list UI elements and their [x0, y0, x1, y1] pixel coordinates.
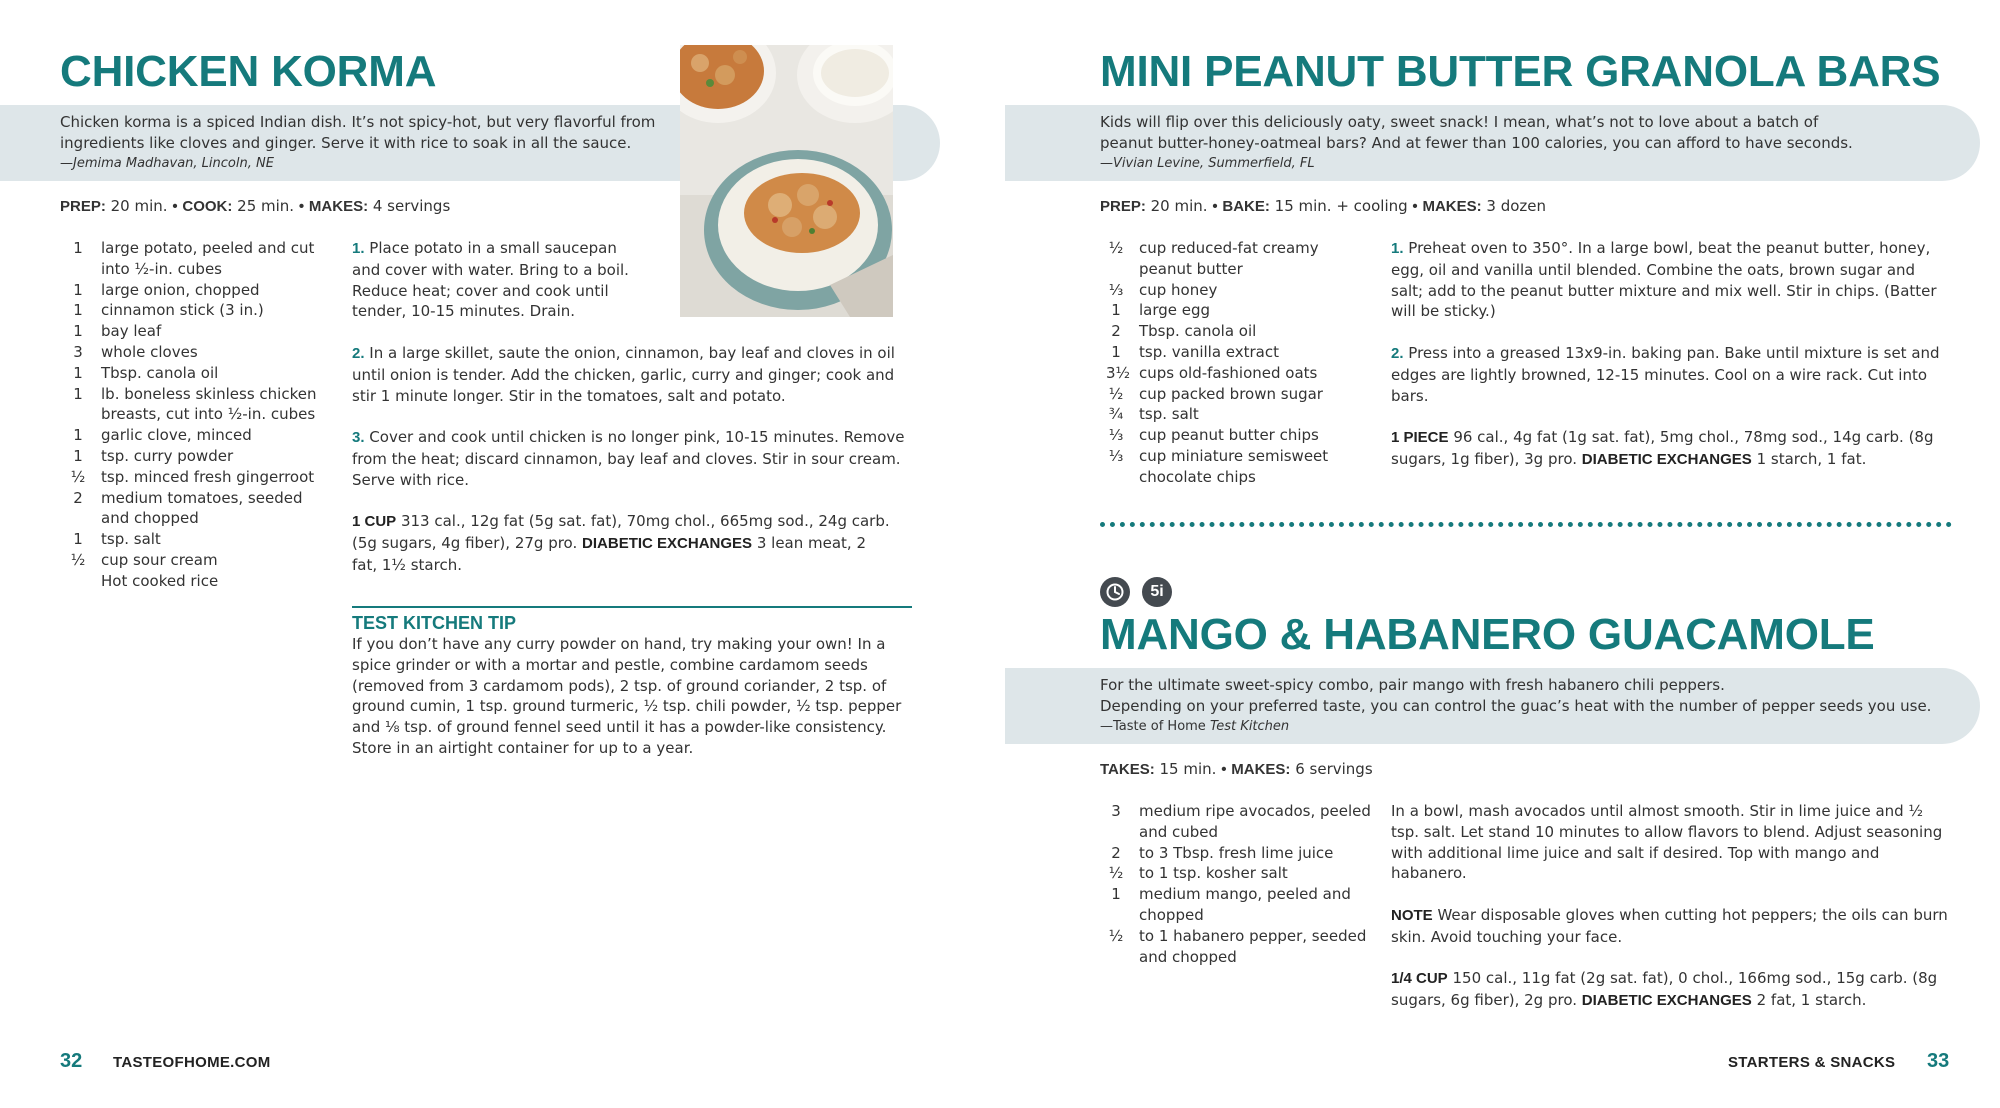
ingredient-text: Tbsp. canola oil — [1139, 322, 1257, 341]
ingredient-item — [68, 363, 330, 384]
ingredient-text: cinnamon stick (3 in.) — [101, 301, 264, 320]
ingredient-item — [68, 446, 330, 467]
ingredient-quantity: 3 — [73, 342, 83, 361]
step-text: Cover and cook until chicken is no longer pink, 10-15 minutes. Remove from the heat; discard cinnamon, bay leaf and cloves. Stir in sour cream. Serve with rice. — [352, 428, 905, 489]
ingredient-quantity: ⅓ — [1108, 426, 1124, 445]
ingredient-text: to 1 tsp. kosher salt — [1139, 864, 1288, 883]
directions — [352, 238, 912, 597]
ingredient-quantity: ½ — [1108, 926, 1124, 945]
ingredient-item — [1106, 238, 1366, 280]
ingredient-item — [1106, 926, 1376, 968]
ingredient-text: tsp. minced fresh gingerroot — [101, 467, 315, 486]
exchanges-label: DIABETIC EXCHANGES — [1581, 450, 1752, 468]
ingredient-quantity: 1 — [1111, 885, 1121, 904]
intro-line: Chicken korma is a spiced Indian dish. It’s not spicy-hot, but very flavorful from — [60, 113, 656, 131]
nutrition-text: 150 cal., 11g fat (2g sat. fat), 0 chol., 166mg sod., 15g carb. (8g sugars, 6g fiber), 2g pro. — [1391, 969, 1938, 1010]
recipe-meta — [60, 196, 450, 217]
step-number: 2. — [352, 344, 365, 362]
ingredient-text: Hot cooked rice — [101, 571, 219, 590]
ingredient-text: large onion, chopped — [101, 280, 260, 299]
note-text: Wear disposable gloves when cutting hot peppers; the oils can burn skin. Avoid touching your face. — [1391, 905, 1948, 946]
step-3 — [352, 427, 912, 490]
ingredient-quantity: 1 — [73, 239, 83, 257]
ingredient-text: Tbsp. canola oil — [101, 363, 219, 382]
ingredient-quantity: 1 — [1111, 342, 1121, 361]
byline-prefix: —Taste of Home — [1100, 719, 1210, 734]
ingredient-text: medium mango, peeled and chopped — [1139, 885, 1351, 924]
nutrition-label: 1 CUP — [352, 513, 397, 531]
ingredient-text: tsp. salt — [1139, 405, 1199, 424]
recipe-intro — [1100, 112, 1940, 174]
ingredient-item — [68, 467, 330, 488]
exchanges-text: 1 starch, 1 fat. — [1756, 449, 1867, 468]
ingredient-text: cups old-fashioned oats — [1139, 363, 1318, 382]
intro-line: For the ultimate sweet-spicy combo, pair mango with fresh habanero chili peppers. — [1100, 676, 1725, 694]
ingredient-text: cup honey — [1139, 280, 1218, 299]
recipe-intro — [60, 112, 710, 174]
ingredient-item — [68, 571, 330, 592]
ingredient-text: to 1 habanero pepper, seeded and chopped — [1139, 926, 1367, 966]
recipe-title: MINI PEANUT BUTTER GRANOLA BARS — [1100, 47, 1941, 96]
ingredient-quantity: 3½ — [1106, 363, 1131, 382]
dotted-divider — [1100, 522, 1952, 527]
separator: • — [172, 198, 178, 215]
ingredient-item — [1106, 863, 1376, 884]
ingredient-item — [1106, 843, 1376, 864]
ingredient-text: cup sour cream — [101, 550, 218, 569]
separator: • — [1221, 761, 1227, 778]
ingredient-text: medium ripe avocados, peeled and cubed — [1139, 802, 1371, 841]
step-number: 1. — [1391, 240, 1404, 257]
ingredient-quantity: ⅓ — [1108, 280, 1124, 299]
intro-line: ingredients like cloves and ginger. Serve it with rice to soak in all the sauce. — [60, 134, 632, 152]
prep-label: PREP: — [60, 198, 106, 215]
ingredient-item — [1106, 321, 1366, 342]
ingredient-quantity: ½ — [1108, 239, 1124, 257]
ingredient-text: tsp. vanilla extract — [1139, 342, 1280, 361]
ingredient-item — [68, 321, 330, 342]
ingredient-quantity: 1 — [73, 322, 83, 341]
step-text: In a bowl, mash avocados until almost smooth. Stir in lime juice and ½ tsp. salt. Let stand 10 minutes to allow flavors to blend. Adjust seasoning with additional lime juice and salt if desired. Top with mango and habanero. — [1391, 802, 1943, 883]
ingredient-quantity: 2 — [73, 488, 83, 507]
step-2 — [352, 343, 912, 406]
ingredient-list — [1106, 238, 1366, 488]
byline: —Vivian Levine, Summerfield, FL — [1100, 156, 1315, 171]
recipe-intro — [1100, 675, 1960, 737]
ingredient-text: cup reduced-fat creamy peanut butter — [1139, 239, 1319, 278]
ingredient-text: large potato, peeled and cut into ½-in. cubes — [101, 239, 315, 278]
ingredient-quantity: ½ — [70, 550, 86, 569]
ingredient-quantity: 1 — [1111, 301, 1121, 320]
step-1 — [1391, 238, 1951, 322]
ingredient-item — [1106, 801, 1376, 843]
tip-divider — [352, 606, 912, 608]
ingredient-item — [68, 425, 330, 446]
exchanges-label: DIABETIC EXCHANGES — [582, 535, 753, 553]
ingredient-quantity: ½ — [1108, 384, 1124, 403]
ingredient-quantity: ½ — [70, 467, 86, 486]
takes-time: 15 min. — [1159, 760, 1217, 778]
ingredient-item — [1106, 384, 1366, 405]
ingredient-item — [1106, 425, 1366, 446]
ingredient-list — [1106, 801, 1376, 967]
bake-time: 15 min. + cooling — [1274, 197, 1408, 215]
intro-line: Depending on your preferred taste, you can control the guac’s heat with the number of pepper seeds you use. — [1100, 697, 1932, 715]
ingredient-quantity: ½ — [1108, 864, 1124, 883]
cook-time: 25 min. — [237, 197, 295, 215]
prep-label: PREP: — [1100, 198, 1146, 215]
byline-source: Test Kitchen — [1209, 719, 1290, 734]
step-text: In a large skillet, saute the onion, cinnamon, bay leaf and cloves in oil until onion is tender. Add the chicken, garlic, curry and ginger; cook and stir 1 minute longer. Stir in the tomatoes, salt and potato. — [352, 343, 895, 405]
step-text: Place potato in a small saucepan and cover with water. Bring to a boil. Reduce heat; cover and cook until tender, 10-15 minutes. Drain. — [352, 239, 629, 321]
ingredient-list — [68, 238, 330, 592]
ingredient-text: lb. boneless skinless chicken breasts, cut into ½-in. cubes — [101, 384, 317, 424]
ingredient-item — [68, 238, 330, 280]
ingredient-text: cup miniature semisweet chocolate chips — [1139, 446, 1329, 486]
makes-value: 6 servings — [1295, 760, 1373, 778]
step-2 — [1391, 343, 1951, 406]
makes-value: 4 servings — [372, 197, 451, 215]
ingredient-text: large egg — [1139, 301, 1211, 320]
five-ingredient-badge-icon: 5i — [1142, 577, 1172, 607]
separator: • — [1412, 198, 1418, 215]
step-number: 3. — [352, 429, 365, 447]
ingredient-item — [68, 488, 330, 530]
note-label: NOTE — [1391, 906, 1433, 924]
step-1 — [352, 238, 642, 322]
directions — [1391, 801, 1951, 1033]
ingredient-text: to 3 Tbsp. fresh lime juice — [1139, 843, 1334, 862]
ingredient-text: bay leaf — [101, 322, 162, 341]
page-number: 32 — [60, 1050, 83, 1072]
makes-label: MAKES: — [1422, 198, 1482, 215]
makes-label: MAKES: — [1231, 761, 1291, 778]
exchanges-label: DIABETIC EXCHANGES — [1581, 992, 1752, 1010]
prep-time: 20 min. — [110, 197, 168, 215]
step-number: 2. — [1391, 344, 1404, 362]
intro-line: peanut butter-honey-oatmeal bars? And at fewer than 100 calories, you can afford to have seconds. — [1100, 134, 1853, 152]
ingredient-quantity: 1 — [73, 426, 83, 445]
step-text: Preheat oven to 350°. In a large bowl, beat the peanut butter, honey, egg, oil and vanilla until blended. Combine the oats, brown sugar and salt; add to the peanut butter mixture and mix well. Stir in chips. (Batter will be sticky.) — [1391, 239, 1937, 321]
ingredient-quantity: 1 — [73, 280, 83, 299]
ingredient-text: tsp. curry powder — [101, 446, 234, 465]
recipe-title: CHICKEN KORMA — [60, 47, 437, 96]
nutrition-text: 313 cal., 12g fat (5g sat. fat), 70mg chol., 665mg sod., 24g carb. (5g sugars, 4g fiber), 27g pro. — [352, 512, 890, 553]
nutrition-facts — [352, 511, 892, 575]
ingredient-item — [68, 384, 330, 426]
ingredient-text: tsp. salt — [101, 530, 161, 549]
ingredient-quantity: 1 — [73, 530, 83, 549]
ingredient-quantity: 1 — [73, 384, 83, 403]
ingredient-text: whole cloves — [101, 342, 198, 361]
note — [1391, 905, 1951, 948]
ingredient-quantity: 2 — [1111, 322, 1121, 341]
ingredient-item — [1106, 280, 1366, 301]
ingredient-quantity: ⅓ — [1108, 446, 1124, 465]
ingredient-item — [1106, 404, 1366, 425]
exchanges-text: 2 fat, 1 starch. — [1756, 991, 1867, 1010]
separator: • — [1212, 198, 1218, 215]
ingredient-text: garlic clove, minced — [101, 426, 252, 445]
ingredient-item — [1106, 300, 1366, 321]
recipe-meta — [1100, 759, 1373, 780]
ingredient-item — [68, 550, 330, 571]
test-kitchen-tip — [352, 612, 912, 759]
ingredient-quantity: 1 — [73, 363, 83, 382]
nutrition-label: 1 PIECE — [1391, 429, 1449, 447]
makes-value: 3 dozen — [1486, 197, 1547, 215]
takes-label: TAKES: — [1100, 761, 1155, 778]
section-name: STARTERS & SNACKS — [1728, 1054, 1896, 1071]
ingredient-item — [68, 342, 330, 363]
nutrition-facts — [1391, 968, 1951, 1012]
ingredient-quantity: ¾ — [1108, 405, 1124, 424]
ingredient-text: cup packed brown sugar — [1139, 384, 1323, 403]
ingredient-quantity: 1 — [73, 446, 83, 465]
ingredient-item — [1106, 884, 1376, 926]
ingredient-item — [68, 280, 330, 301]
ingredient-item — [1106, 446, 1366, 488]
ingredient-quantity: 2 — [1111, 843, 1121, 862]
page-number: 33 — [1927, 1050, 1950, 1072]
quick-clock-icon — [1100, 577, 1130, 607]
ingredient-item — [1106, 363, 1366, 384]
byline — [1100, 717, 1960, 737]
nutrition-text: 96 cal., 4g fat (1g sat. fat), 5mg chol., 78mg sod., 14g carb. (8g sugars, 1g fiber), 3g pro. — [1391, 428, 1934, 468]
intro-line: Kids will flip over this deliciously oaty, sweet snack! I mean, what’s not to love about a batch of — [1100, 113, 1819, 131]
tip-title: TEST KITCHEN TIP — [352, 613, 517, 633]
cook-label: COOK: — [182, 198, 233, 215]
ingredient-text: cup peanut butter chips — [1139, 426, 1319, 445]
directions — [1391, 238, 1951, 492]
nutrition-facts — [1391, 427, 1951, 471]
ingredient-item — [68, 529, 330, 550]
separator: • — [298, 198, 305, 215]
nutrition-label: 1/4 CUP — [1391, 970, 1448, 988]
prep-time: 20 min. — [1150, 197, 1208, 215]
recipe-meta — [1100, 196, 1546, 217]
step-number: 1. — [352, 240, 365, 257]
tip-text: If you don’t have any curry powder on hand, try making your own! In a spice grinder or with a mortar and pestle, combine cardamom seeds (removed from 3 cardamom pods), 2 tsp. of ground coriander, 2 tsp. of ground cumin, 1 tsp. ground turmeric, ½ tsp. chili powder, ½ tsp. pepper and ⅛ tsp. of ground fennel seed until it has a powder-like consistency. Store in an airtight container for up to a year. — [352, 635, 902, 757]
ingredient-text: medium tomatoes, seeded and chopped — [101, 488, 303, 528]
ingredient-item — [1106, 342, 1366, 363]
exchanges-text: 3 lean meat, 2 fat, 1½ starch. — [352, 534, 867, 574]
ingredient-item — [68, 300, 330, 321]
makes-label: MAKES: — [308, 198, 369, 215]
recipe-title: MANGO & HABANERO GUACAMOLE — [1100, 610, 1875, 659]
bake-label: BAKE: — [1222, 198, 1270, 215]
ingredient-quantity: 1 — [73, 301, 83, 320]
site-name: TASTEOFHOME.COM — [113, 1054, 271, 1071]
step-text: Press into a greased 13x9-in. baking pan. Bake until mixture is set and edges are lightly browned, 12-15 minutes. Cool on a wire rack. Cut into bars. — [1391, 343, 1940, 405]
ingredient-quantity: 3 — [1111, 802, 1121, 820]
byline: —Jemima Madhavan, Lincoln, NE — [60, 156, 274, 171]
